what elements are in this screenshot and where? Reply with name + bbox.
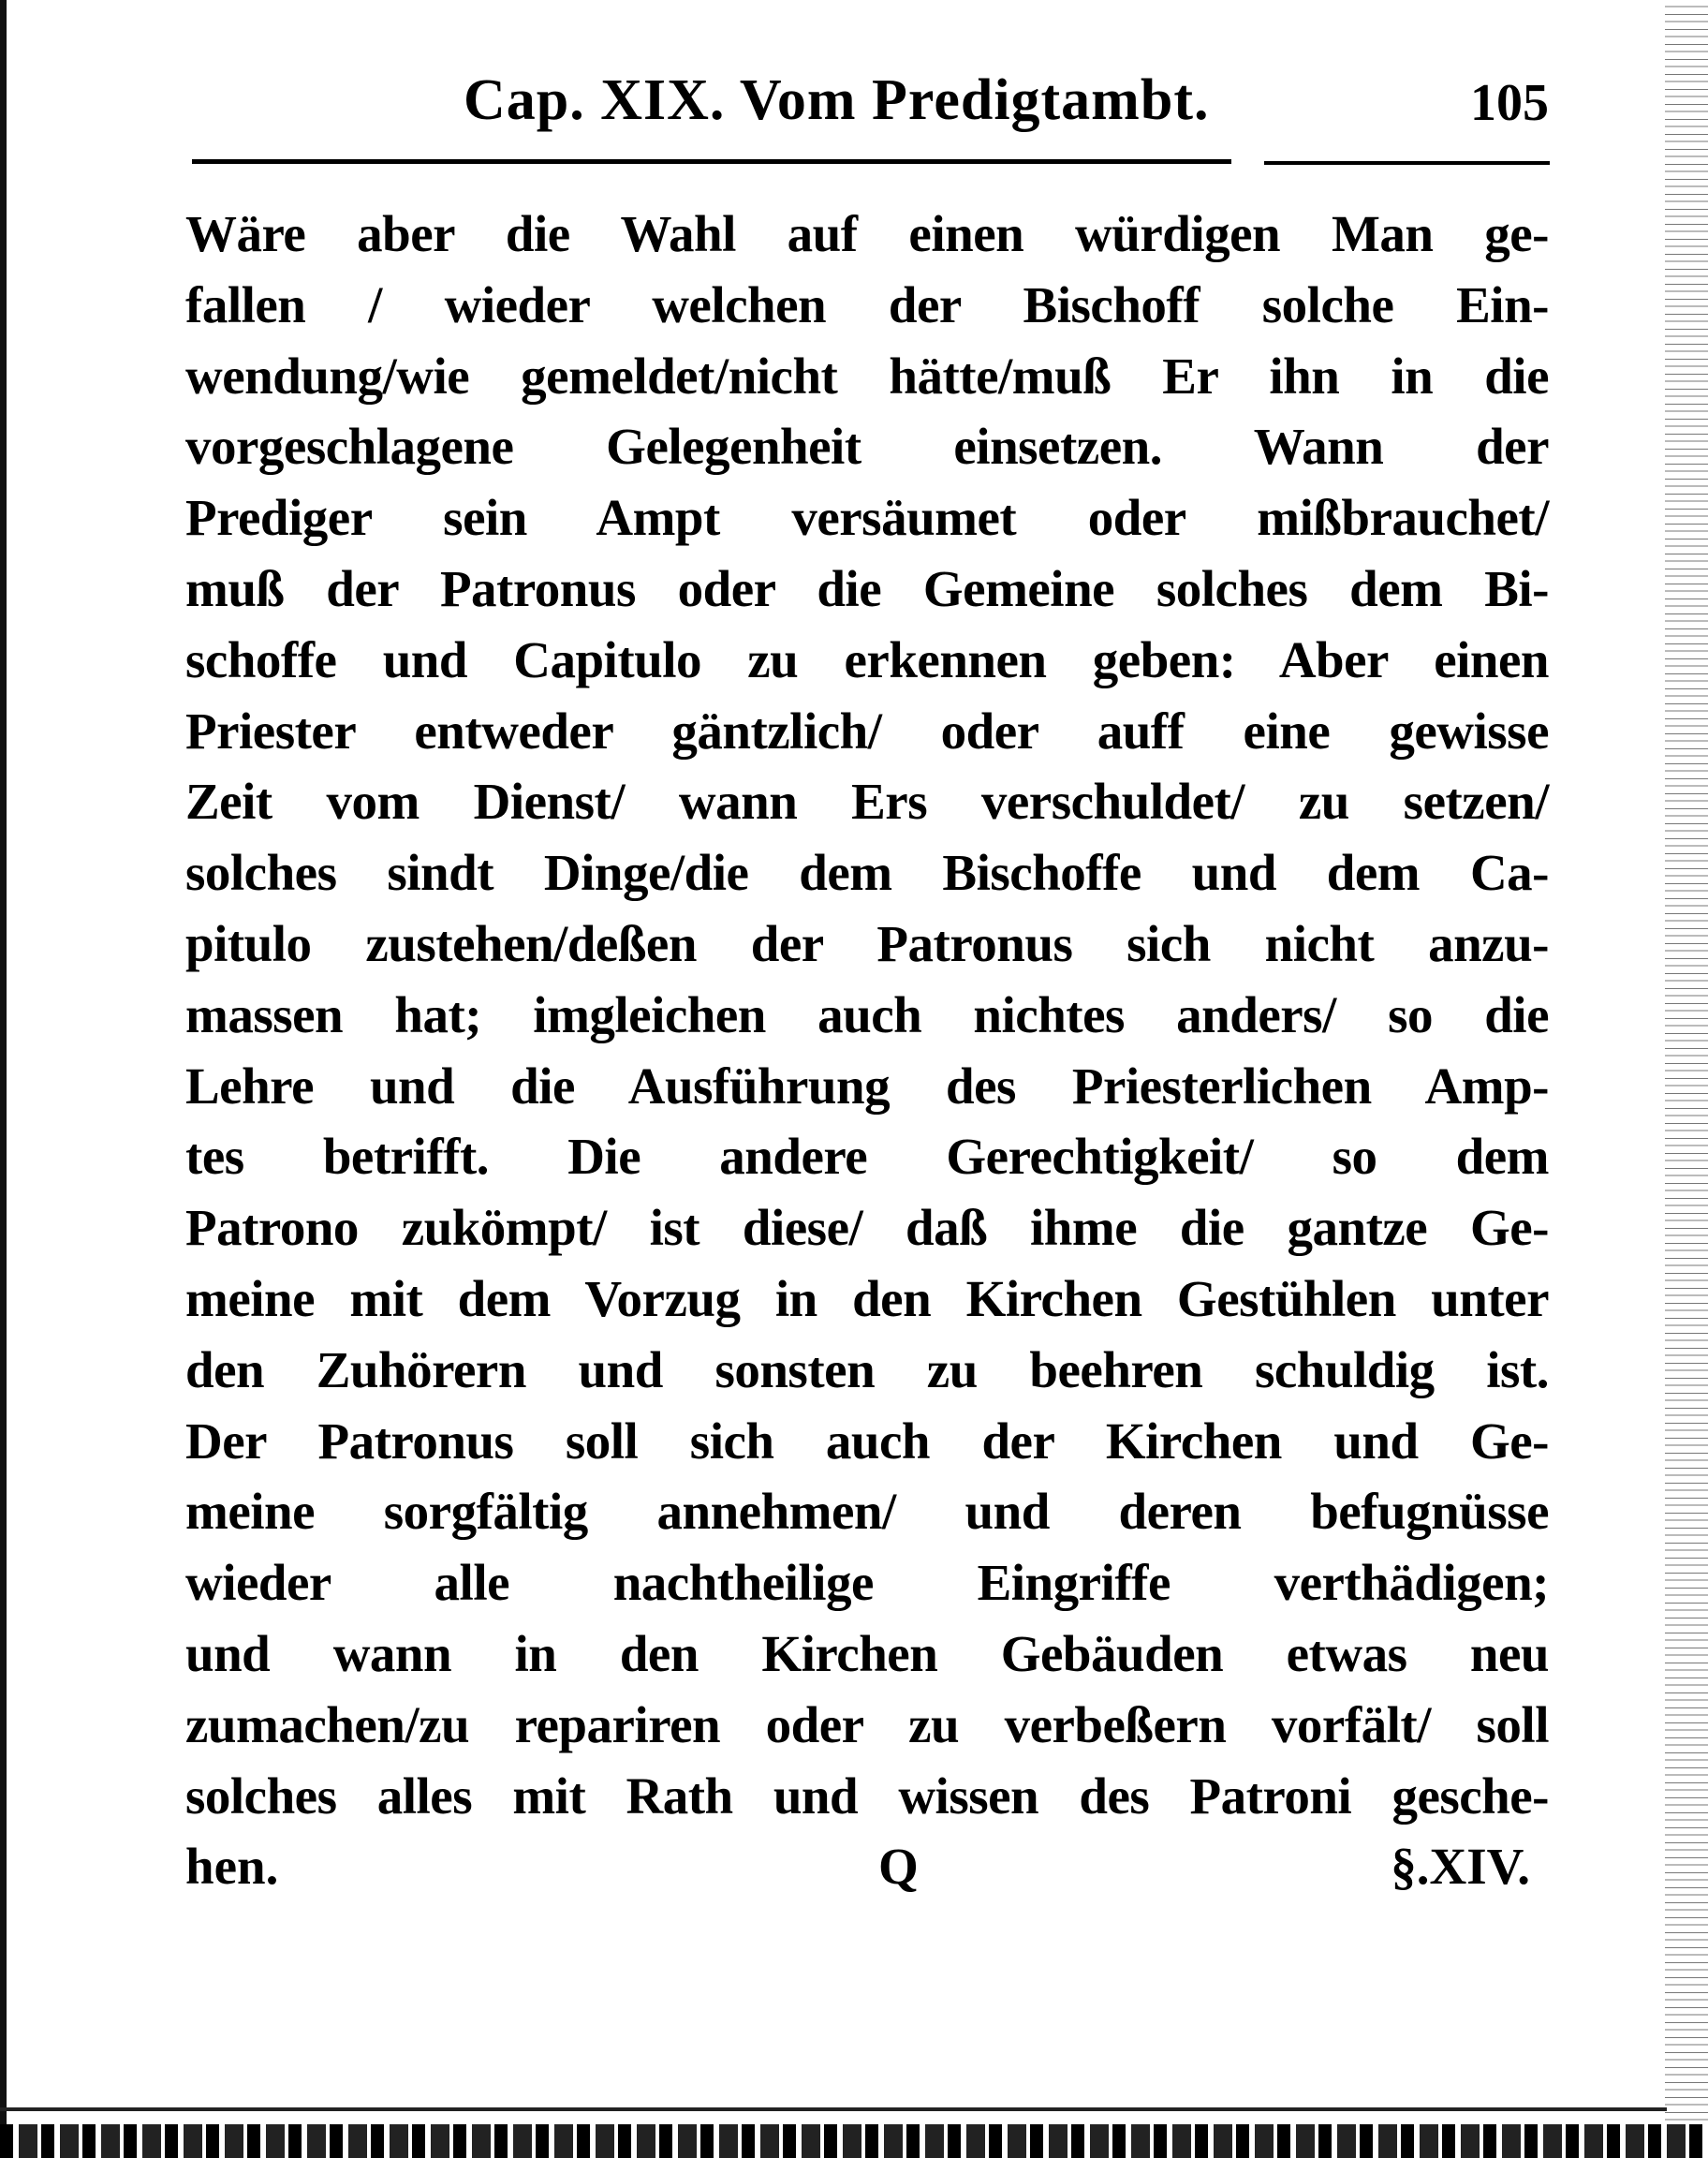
text-line: Zeit vom Dienst/ wann Ers verschuldet/ zu setzen/ xyxy=(185,773,1549,831)
running-title: Cap. XIX. Vom Predigtambt. xyxy=(464,68,1210,132)
text-line: Priester entweder gäntzlich/ oder auff eine gewisse xyxy=(185,702,1549,760)
text-line: fallen / wieder welchen der Bischoff solche Ein- xyxy=(185,275,1549,333)
text-line: tes betrifft. Die andere Gerechtigkeit/ so dem xyxy=(185,1128,1549,1186)
header-rule-right xyxy=(1264,161,1550,165)
scan-left-edge xyxy=(0,0,7,2158)
scan-bottom-line xyxy=(0,2107,1667,2111)
body-text xyxy=(185,199,1549,1902)
text-line: solches sindt Dinge/die dem Bischoffe und dem Ca- xyxy=(185,844,1549,902)
scan-right-edge xyxy=(1665,0,1708,2158)
text-line: massen hat; imgleichen auch nichtes anders/ so die xyxy=(185,985,1549,1043)
text-line: pitulo zustehen/deßen der Patronus sich nicht anzu- xyxy=(185,914,1549,972)
text-line: meine mit dem Vorzug in den Kirchen Gestühlen unter xyxy=(185,1269,1549,1327)
page-header xyxy=(0,67,1708,142)
text-line: wieder alle nachtheilige Eingriffe verthädigen; xyxy=(185,1554,1549,1612)
text-line: Lehre und die Ausführung des Priesterlichen Amp- xyxy=(185,1057,1549,1115)
text-line: Der Patronus soll sich auch der Kirchen und Ge- xyxy=(185,1412,1549,1470)
last-line-text: hen. xyxy=(185,1838,279,1896)
header-rule xyxy=(192,159,1231,164)
text-line: solches alles mit Rath und wissen des Patroni gesche- xyxy=(185,1766,1549,1825)
text-line: Prediger sein Ampt versäumet oder mißbrauchet/ xyxy=(185,489,1549,547)
text-line: Wäre aber die Wahl auf einen würdigen Man ge- xyxy=(185,205,1549,262)
text-line: wendung/wie gemeldet/nicht hätte/muß Er ihn in die xyxy=(185,347,1549,405)
page-number: 105 xyxy=(1470,74,1549,132)
text-line: zumachen/zu repariren oder zu verbeßern vorfält/ soll xyxy=(185,1695,1549,1753)
last-line xyxy=(185,1831,1549,1902)
text-line: muß der Patronus oder die Gemeine solches dem Bi- xyxy=(185,559,1549,617)
text-line: meine sorgfältig annehmen/ und deren befugnüsse xyxy=(185,1483,1549,1541)
scan-bottom-edge xyxy=(0,2124,1708,2158)
signature-mark: Q xyxy=(878,1838,919,1896)
text-line: Patrono zukömpt/ ist diese/ daß ihme die gantze Ge- xyxy=(185,1199,1549,1257)
text-line: vorgeschlagene Gelegenheit einsetzen. Wann der xyxy=(185,418,1549,476)
text-line: schoffe und Capitulo zu erkennen geben: Aber einen xyxy=(185,630,1549,688)
catchword: §.XIV. xyxy=(1391,1838,1530,1896)
text-line: den Zuhörern und sonsten zu beehren schuldig ist. xyxy=(185,1340,1549,1398)
text-line: und wann in den Kirchen Gebäuden etwas neu xyxy=(185,1624,1549,1682)
